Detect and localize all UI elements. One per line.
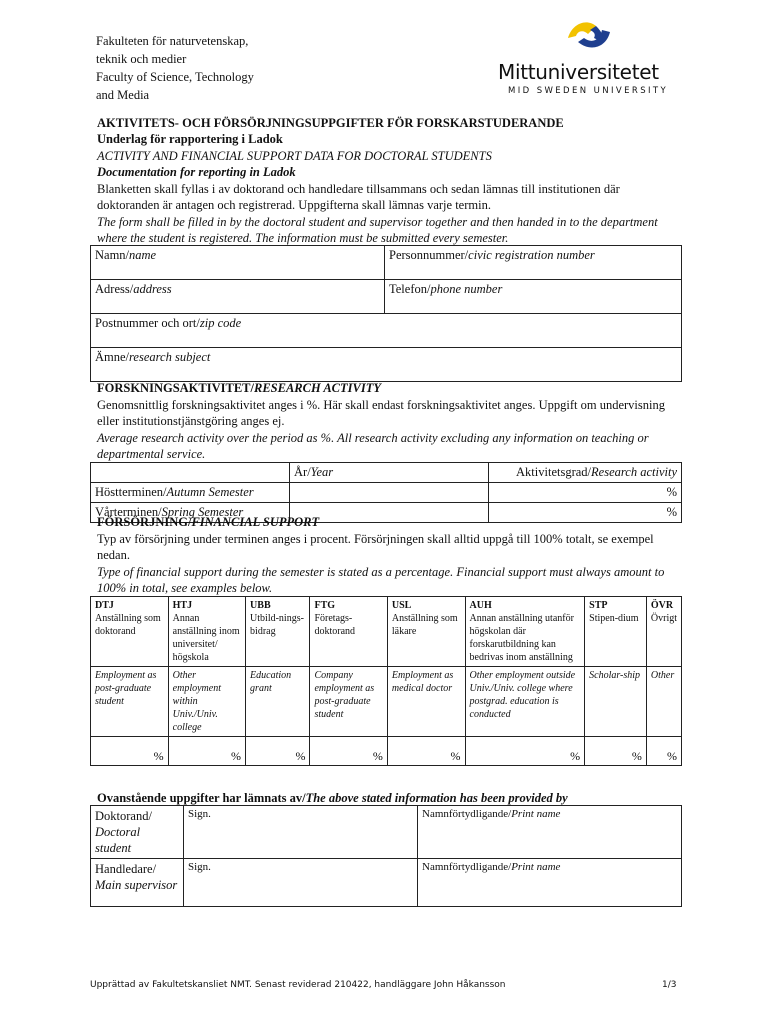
supervisor-print-label-sv: Namnförtydligande/	[422, 861, 512, 873]
fin-pct-sign: %	[667, 749, 677, 763]
autumn-label-sv: Höstterminen/	[95, 485, 167, 499]
faculty-en-line2: and Media	[96, 88, 150, 102]
subject-label-en: research subject	[129, 350, 211, 364]
signature-heading	[97, 790, 568, 806]
supervisor-label-sv: Handledare/	[95, 862, 157, 876]
address-label-en: address	[133, 282, 172, 296]
doctoral-student-label	[91, 806, 184, 859]
research-heading-en: RESEARCH ACTIVITY	[253, 381, 381, 395]
autumn-label-en: Autumn Semester	[166, 485, 254, 499]
fin-pct-sign: %	[570, 749, 581, 763]
title-sv: AKTIVITETS- OCH FÖRSÖRJNINGSUPPGIFTER FÖR FORSKARSTUDERANDE	[97, 116, 564, 130]
year-header-en: Year	[310, 465, 334, 479]
intro-en: The form shall be filled in by the doctoral student and supervisor together and then handed in to the department where the student is registered. The information must be submitted every semester.	[97, 215, 658, 245]
research-text-sv: Genomsnittlig forskningsaktivitet anges i %. Här skall endast forskningsaktivitet anges. Uppgift om undervisning eller institutionstjänstgöring anges ej.	[97, 398, 665, 428]
spring-pct: %	[666, 505, 677, 519]
financial-text-sv: Typ av försörjning under terminen anges i procent. Försörjningen skall alltid uppgå till 100% totalt, se exempel nedan.	[97, 532, 654, 562]
fin-desc-sv: Anställning som läkare	[391, 613, 458, 637]
autumn-activity-field[interactable]	[489, 483, 682, 503]
fin-pct-field-dtj[interactable]	[91, 737, 169, 766]
doctoral-print-label-en: Print name	[511, 808, 561, 820]
financial-heading-en: FINANCIAL SUPPORT	[191, 515, 320, 529]
fin-english-row	[91, 667, 682, 737]
fin-desc-en: Scholar-ship	[585, 667, 647, 737]
name-label-en: name	[129, 248, 157, 262]
zip-label-en: zip code	[199, 316, 242, 330]
doctoral-sign-field[interactable]	[184, 806, 418, 859]
footer-text: Upprättad av Fakultetskansliet NMT. Senast reviderad 210422, handläggare John Håkansson	[90, 980, 506, 990]
spring-year-field[interactable]	[290, 503, 489, 523]
autumn-label	[91, 483, 290, 503]
fin-code: DTJ	[95, 600, 114, 611]
activity-header	[489, 463, 682, 483]
research-heading	[97, 380, 381, 396]
fin-code: USL	[391, 600, 412, 611]
year-header-sv: År/	[294, 465, 311, 479]
financial-text-en: Type of financial support during the semester is stated as a percentage. Financial support must always amount to 100% in total, see examples below.	[97, 565, 665, 595]
fin-desc-sv: Utbild-nings-bidrag	[250, 613, 304, 637]
research-heading-sv: FORSKNINGSAKTIVITET/	[97, 381, 254, 395]
fin-pct-field-usl[interactable]	[387, 737, 465, 766]
fin-pct-field-ftg[interactable]	[310, 737, 387, 766]
supervisor-label	[91, 859, 184, 907]
fin-pct-field-övr[interactable]	[646, 737, 681, 766]
name-label: Namn/	[95, 248, 130, 262]
fin-desc-sv: Annan anställning utanför högskolan där forskarutbildning kan bedrivas inom anställning	[469, 613, 574, 663]
fin-desc-en: Employment as medical doctor	[387, 667, 465, 737]
fin-pct-sign: %	[295, 749, 306, 763]
title-en: ACTIVITY AND FINANCIAL SUPPORT DATA FOR DOCTORAL STUDENTS	[97, 149, 492, 163]
fin-desc-sv: Företags-doktorand	[314, 613, 356, 637]
blank-header-cell	[91, 463, 290, 483]
fin-percent-row	[91, 737, 682, 766]
zip-label: Postnummer och ort/	[95, 316, 200, 330]
fin-desc-en: Employment as post-graduate student	[91, 667, 169, 737]
fin-pct-field-ubb[interactable]	[246, 737, 310, 766]
autumn-pct: %	[666, 485, 677, 499]
name-field[interactable]	[91, 246, 385, 280]
fin-desc-sv: Annan anställning inom universitet/ högskola	[172, 613, 240, 663]
faculty-sv-line2: teknik och medier	[96, 52, 187, 66]
phone-label: Telefon/	[389, 282, 431, 296]
fin-col-auh-header	[465, 597, 585, 667]
doctoral-sign-label: Sign.	[188, 808, 211, 820]
subtitle-en: Documentation for reporting in Ladok	[97, 165, 296, 179]
spring-activity-field[interactable]	[489, 503, 682, 523]
signature-heading-sv: Ovanstående uppgifter har lämnats av/	[97, 791, 306, 805]
address-label: Adress/	[95, 282, 134, 296]
supervisor-sign-label: Sign.	[188, 861, 211, 873]
fin-code: STP	[589, 600, 608, 611]
fin-col-stp-header	[585, 597, 647, 667]
fin-col-dtj-header	[91, 597, 169, 667]
fin-code: UBB	[250, 600, 271, 611]
supervisor-label-en: Main supervisor	[95, 878, 178, 892]
fin-pct-sign: %	[153, 749, 164, 763]
pnr-label-en: civic registration number	[468, 248, 595, 262]
signature-table	[90, 805, 682, 907]
doctoral-print-label-sv: Namnförtydligande/	[422, 808, 512, 820]
fin-pct-sign: %	[631, 749, 642, 763]
doctoral-label-sv: Doktorand/	[95, 809, 152, 823]
faculty-header	[96, 32, 254, 104]
fin-desc-sv: Anställning som doktorand	[95, 613, 161, 637]
activity-header-sv: Aktivitetsgrad/	[516, 465, 592, 479]
doctoral-print-field[interactable]	[418, 806, 682, 859]
zip-field[interactable]	[91, 314, 682, 348]
intro-sv: Blanketten skall fyllas i av doktorand och handledare tillsammans och sedan lämnas till institutionen där doktoranden är antagen och registrerad. Uppgifterna skall lämnas varje termin.	[97, 182, 620, 212]
phone-label-en: phone number	[430, 282, 503, 296]
supervisor-print-label-en: Print name	[511, 861, 561, 873]
pnr-label: Personnummer/	[389, 248, 469, 262]
subject-field[interactable]	[91, 348, 682, 382]
fin-desc-en: Other	[646, 667, 681, 737]
research-text-en: Average research activity over the period as %. All research activity excluding any information on teaching or departmental service.	[97, 431, 649, 461]
logo-mark-icon	[498, 16, 678, 66]
faculty-sv-line1: Fakulteten för naturvetenskap,	[96, 34, 249, 48]
fin-code: AUH	[469, 600, 492, 611]
personal-info-table	[90, 245, 682, 382]
page-number: 1/3	[662, 980, 677, 990]
spring-label-sv: Vårterminen/	[95, 505, 162, 519]
fin-desc-en: Company employment as post-graduate student	[310, 667, 387, 737]
fin-desc-en: Other employment outside Univ./Univ. college where postgrad. education is conducted	[465, 667, 585, 737]
doctoral-label-en: Doctoral student	[95, 825, 141, 855]
logo-subtitle: MID SWEDEN UNIVERSITY	[508, 86, 669, 96]
fin-col-usl-header	[387, 597, 465, 667]
phone-field[interactable]	[385, 280, 682, 314]
fin-pct-sign: %	[450, 749, 461, 763]
supervisor-print-field[interactable]	[418, 859, 682, 907]
fin-col-ftg-header	[310, 597, 387, 667]
fin-col-ubb-header	[246, 597, 310, 667]
faculty-en-line1: Faculty of Science, Technology	[96, 70, 254, 84]
financial-support-table	[90, 596, 682, 766]
fin-pct-sign: %	[372, 749, 383, 763]
supervisor-sign-field[interactable]	[184, 859, 418, 907]
autumn-year-field[interactable]	[290, 483, 489, 503]
fin-col-htj-header	[168, 597, 245, 667]
fin-col-övr-header	[646, 597, 681, 667]
fin-pct-sign: %	[231, 749, 242, 763]
fin-pct-field-auh[interactable]	[465, 737, 585, 766]
fin-code-row	[91, 597, 682, 667]
fin-code: FTG	[314, 600, 336, 611]
fin-code: HTJ	[172, 600, 193, 611]
fin-desc-en: Other employment within Univ./Univ. college	[168, 667, 245, 737]
year-header	[290, 463, 489, 483]
spring-label-en: Spring Semester	[161, 505, 244, 519]
signature-heading-en: The above stated information has been provided by	[305, 791, 568, 805]
fin-pct-field-stp[interactable]	[585, 737, 647, 766]
fin-desc-sv: Stipen-dium	[589, 613, 639, 624]
address-field[interactable]	[91, 280, 385, 314]
financial-heading-sv: FÖRSÖRJNING/	[97, 515, 192, 529]
subject-label: Ämne/	[95, 350, 130, 364]
fin-pct-field-htj[interactable]	[168, 737, 245, 766]
civic-number-field[interactable]	[385, 246, 682, 280]
university-logo	[498, 16, 678, 98]
logo-name: Mittuniversitetet	[498, 60, 659, 84]
fin-desc-sv: Övrigt	[650, 613, 677, 624]
fin-code: ÖVR	[650, 600, 674, 611]
subtitle-sv: Underlag för rapportering i Ladok	[97, 132, 283, 146]
fin-desc-en: Education grant	[246, 667, 310, 737]
activity-header-en: Research activity	[591, 465, 677, 479]
financial-heading	[97, 514, 319, 530]
